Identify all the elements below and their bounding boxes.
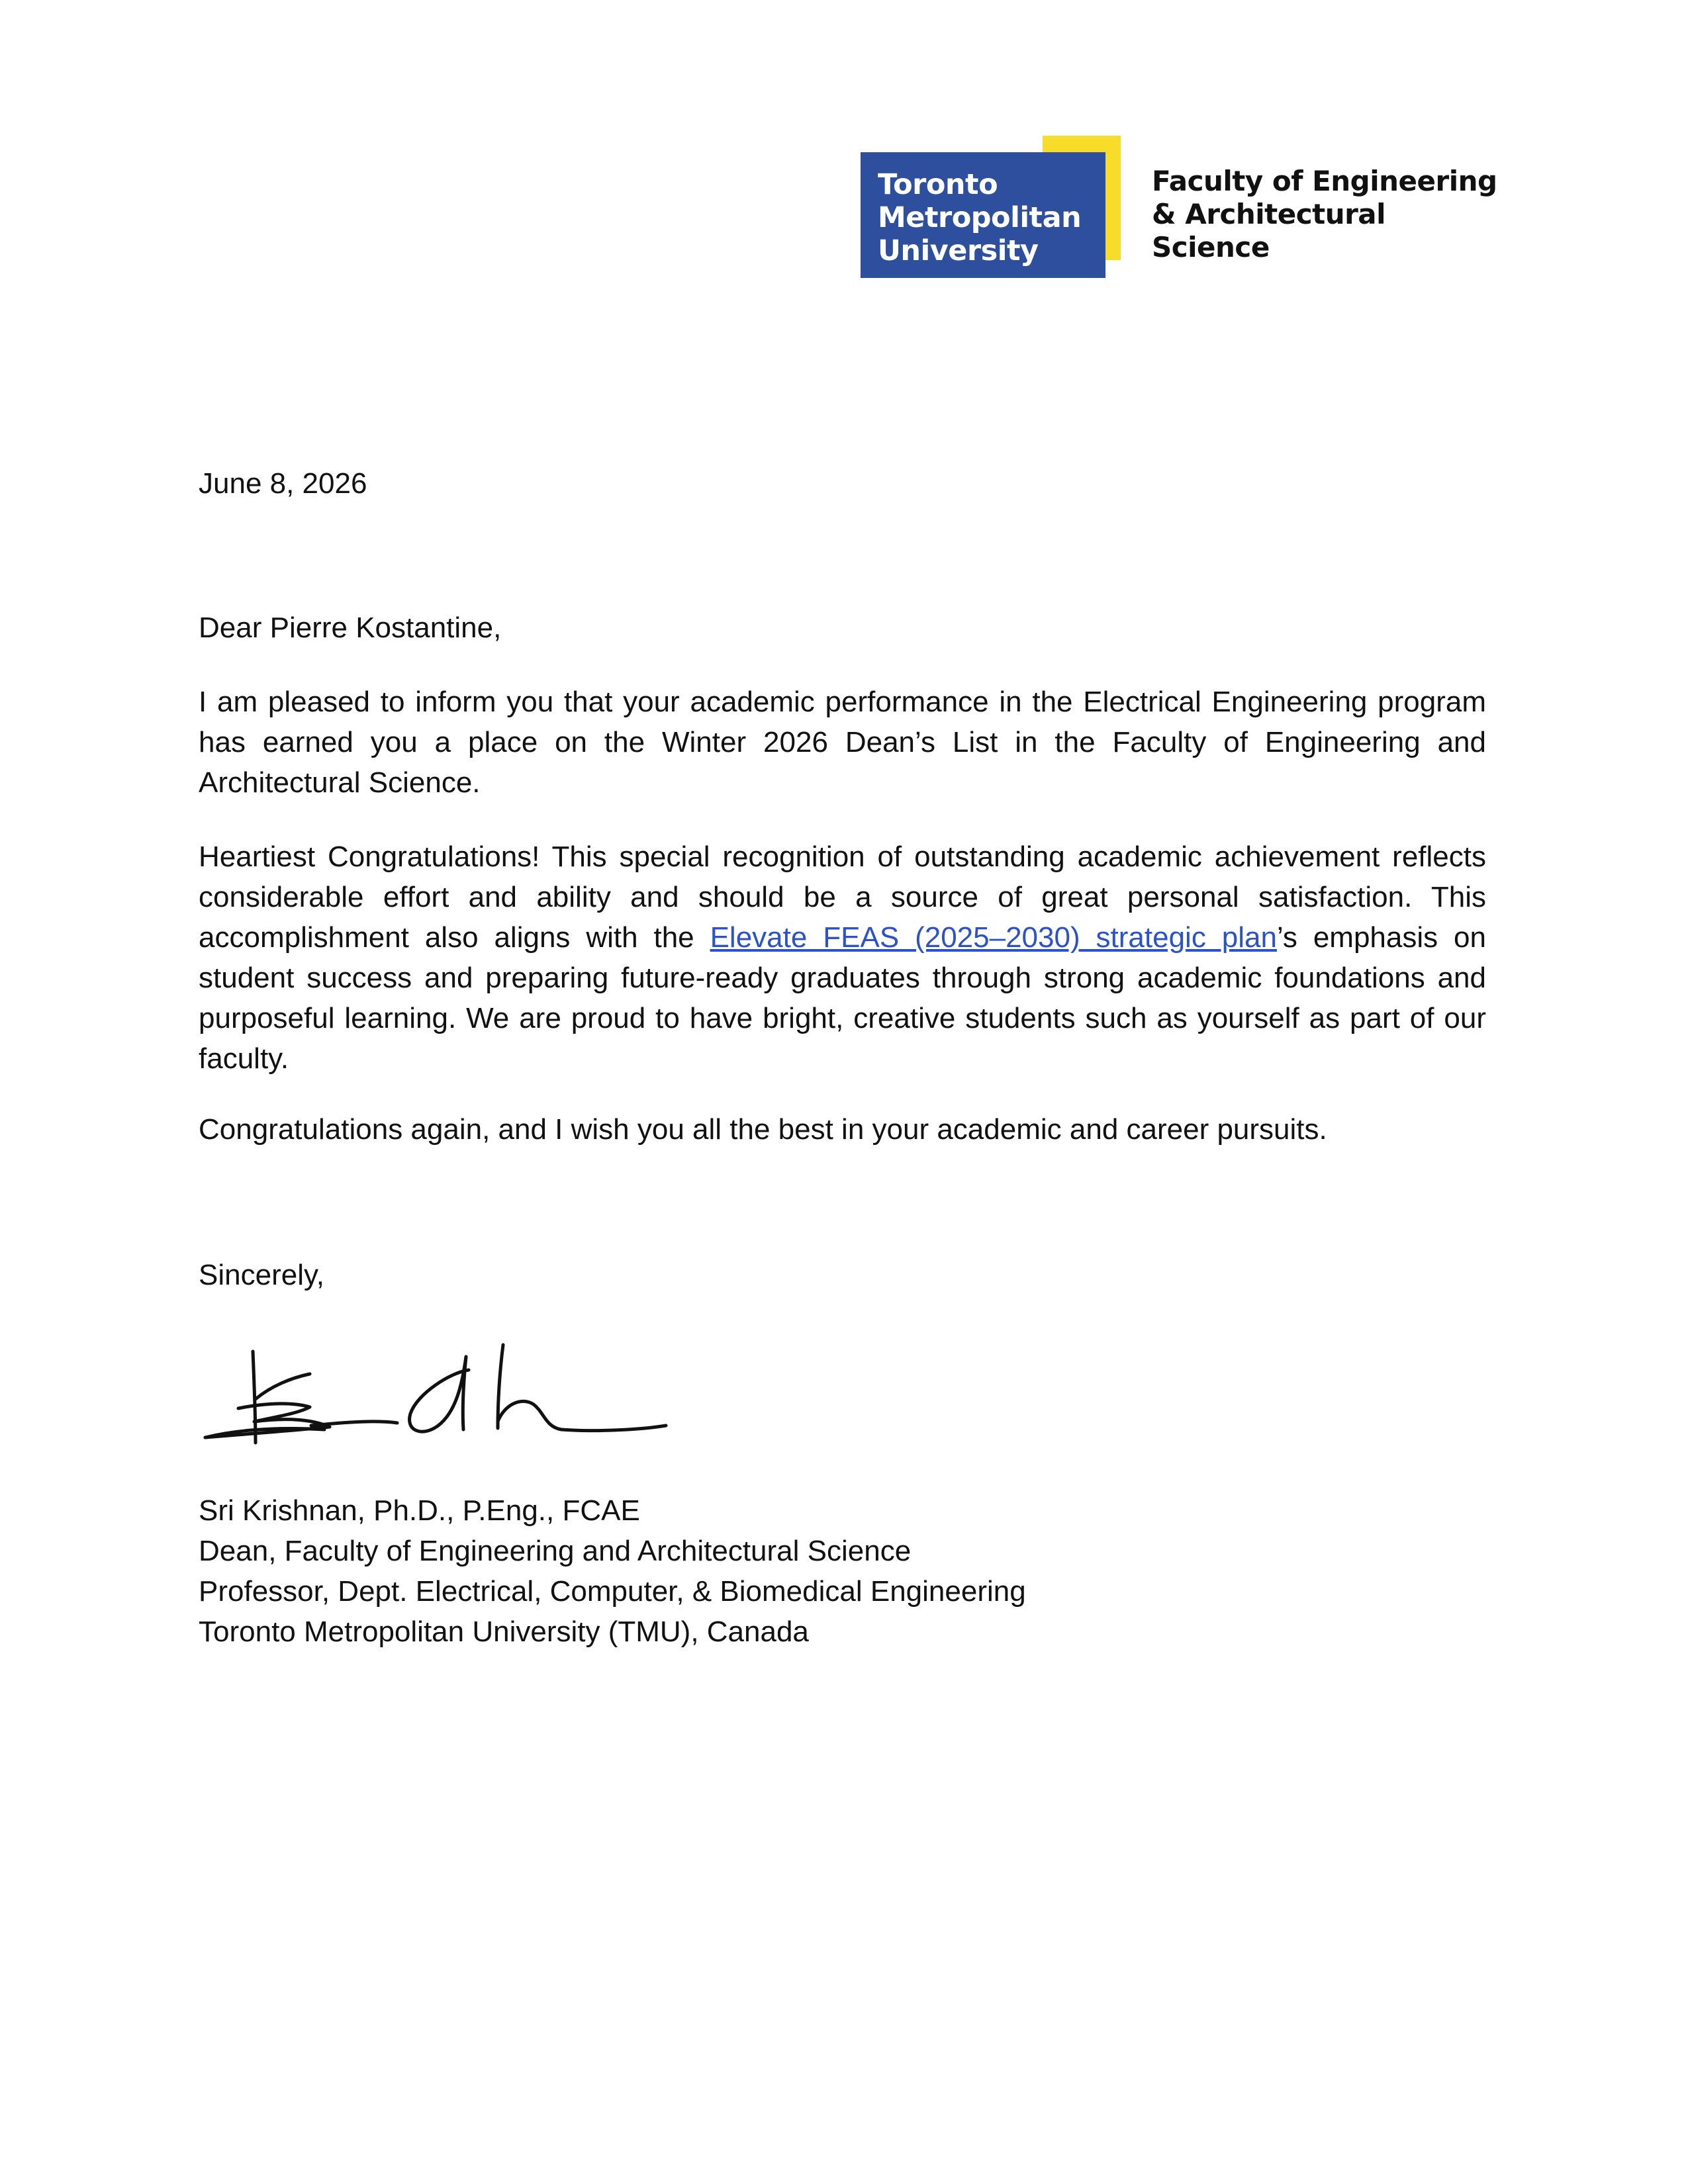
logo-line-1: Toronto: [878, 168, 998, 201]
logo-line-2: Metropolitan: [878, 201, 1082, 234]
logo-line-3: University: [878, 234, 1039, 267]
logo-blue-box: [861, 152, 1105, 278]
closing: Sincerely,: [199, 1259, 324, 1291]
signatory-name: Sri Krishnan, Ph.D., P.Eng., FCAE: [199, 1494, 640, 1527]
faculty-name: [1152, 165, 1497, 264]
paragraph-congratulations: [199, 837, 1486, 1079]
signatory-institution: Toronto Metropolitan University (TMU), Canada: [199, 1615, 809, 1648]
tmu-feas-logo: [861, 136, 1497, 278]
letter-date: June 8, 2026: [199, 467, 367, 500]
salutation: Dear Pierre Kostantine,: [199, 612, 502, 644]
handwritten-signature: [199, 1330, 688, 1463]
faculty-line-1: Faculty of Engineering: [1152, 165, 1497, 197]
signature-block: [199, 1490, 1486, 1652]
signatory-professorship: Professor, Dept. Electrical, Computer, & Biomedical Engineering: [199, 1575, 1026, 1608]
paragraph-text-before-link: Heartiest Congratulations! This special recognition of outstanding academic achievement reflects considerable effort and ability and should be a source of great personal satisfaction. This accomplishment also aligns with the: [199, 841, 1486, 954]
paragraph-text-after-link: ’s emphasis on student success and preparing future-ready graduates through strong academic foundations and purposeful learning. We are proud to have bright, creative students such as yourself as part of our faculty.: [199, 921, 1486, 1075]
faculty-line-3: Science: [1152, 231, 1270, 263]
paragraph-deans-list: I am pleased to inform you that your academic performance in the Electrical Engineering program has earned you a place on the Winter 2026 Dean’s List in the Faculty of Engineering and Architectural Science.: [199, 686, 1486, 799]
signatory-title: Dean, Faculty of Engineering and Architectural Science: [199, 1535, 912, 1567]
strategic-plan-link[interactable]: Elevate FEAS (2025–2030) strategic plan: [710, 921, 1277, 954]
paragraph-best-wishes: Congratulations again, and I wish you all the best in your academic and career pursuits.: [199, 1113, 1327, 1146]
faculty-line-2: & Architectural: [1152, 198, 1386, 230]
